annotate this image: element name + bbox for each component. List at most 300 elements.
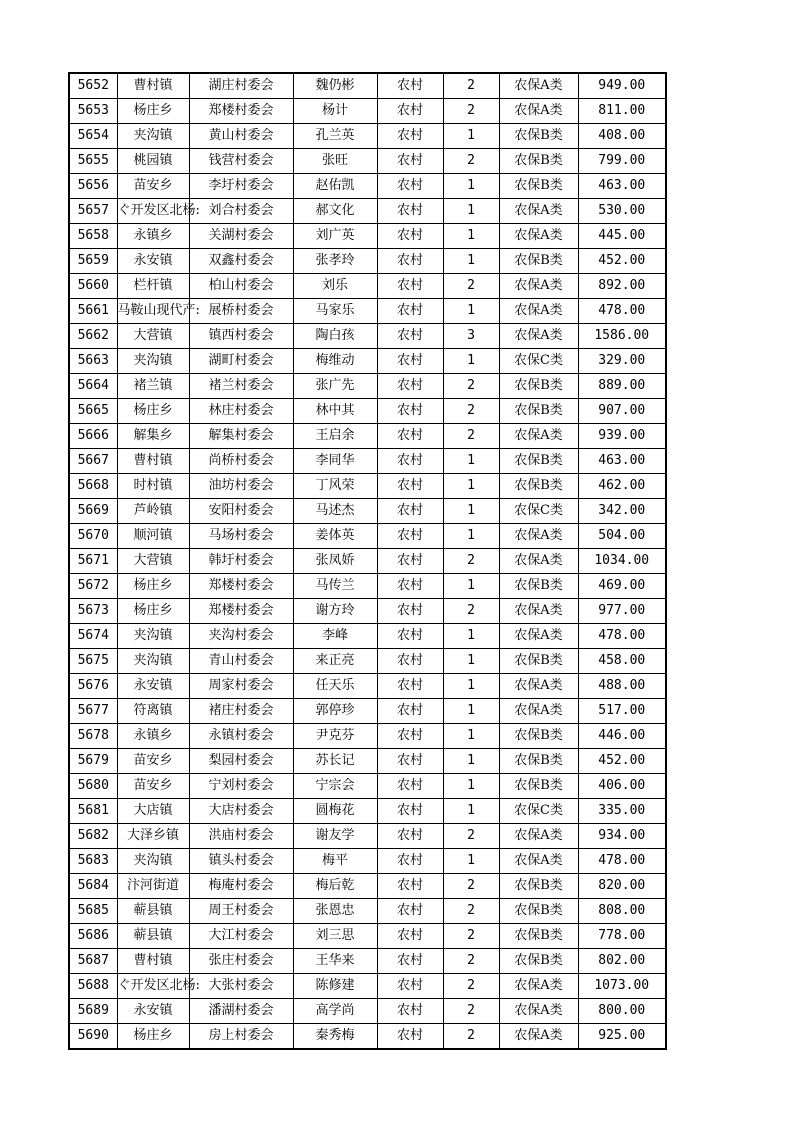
township-cell: 夹沟镇: [117, 124, 189, 149]
category-cell: 农保B类: [499, 749, 578, 774]
household-count-cell: 2: [443, 874, 499, 899]
category-cell: 农保A类: [499, 324, 578, 349]
table-row: [69, 449, 666, 474]
village-committee-cell: 湖町村委会: [189, 349, 293, 374]
record-id-cell: 5664: [69, 374, 117, 399]
household-count-cell: 1: [443, 449, 499, 474]
township-cell: 杨庄乡: [117, 599, 189, 624]
name-cell: 王启余: [293, 424, 377, 449]
household-count-cell: 1: [443, 624, 499, 649]
table-row: [69, 724, 666, 749]
table-row: [69, 73, 666, 99]
village-committee-cell: 郑楼村委会: [189, 574, 293, 599]
township-cell: 时村镇: [117, 474, 189, 499]
amount-cell: 463.00: [578, 174, 666, 199]
amount-cell: 1586.00: [578, 324, 666, 349]
record-id-cell: 5657: [69, 199, 117, 224]
record-id-cell: 5669: [69, 499, 117, 524]
household-count-cell: 1: [443, 349, 499, 374]
township-cell: 曹村镇: [117, 949, 189, 974]
table-row: [69, 624, 666, 649]
township-cell: 曹村镇: [117, 449, 189, 474]
relief-roster-table: [68, 72, 667, 1050]
village-committee-cell: 褚兰村委会: [189, 374, 293, 399]
record-id-cell: 5656: [69, 174, 117, 199]
township-cell: 大营镇: [117, 549, 189, 574]
record-id-cell: 5678: [69, 724, 117, 749]
area-type-cell: 农村: [377, 349, 443, 374]
record-id-cell: 5674: [69, 624, 117, 649]
category-cell: 农保B类: [499, 249, 578, 274]
village-committee-cell: 郑楼村委会: [189, 599, 293, 624]
village-committee-cell: 油坊村委会: [189, 474, 293, 499]
township-cell: 夹沟镇: [117, 649, 189, 674]
record-id-cell: 5670: [69, 524, 117, 549]
household-count-cell: 1: [443, 699, 499, 724]
table-row: [69, 224, 666, 249]
record-id-cell: 5672: [69, 574, 117, 599]
amount-cell: 452.00: [578, 249, 666, 274]
household-count-cell: 1: [443, 799, 499, 824]
category-cell: 农保C类: [499, 499, 578, 524]
area-type-cell: 农村: [377, 974, 443, 999]
category-cell: 农保B类: [499, 774, 578, 799]
name-cell: 杨计: [293, 99, 377, 124]
record-id-cell: 5685: [69, 899, 117, 924]
village-committee-cell: 安阳村委会: [189, 499, 293, 524]
township-cell: 永安镇: [117, 249, 189, 274]
record-id-cell: 5668: [69, 474, 117, 499]
record-id-cell: 5689: [69, 999, 117, 1024]
amount-cell: 1073.00: [578, 974, 666, 999]
record-id-cell: 5660: [69, 274, 117, 299]
township-cell: 符离镇: [117, 699, 189, 724]
category-cell: 农保A类: [499, 99, 578, 124]
township-cell: 苗安乡: [117, 749, 189, 774]
township-cell: 杨庄乡: [117, 99, 189, 124]
name-cell: 尹克芬: [293, 724, 377, 749]
township-cell: 苗安乡: [117, 774, 189, 799]
record-id-cell: 5683: [69, 849, 117, 874]
amount-cell: 463.00: [578, 449, 666, 474]
category-cell: 农保B类: [499, 149, 578, 174]
area-type-cell: 农村: [377, 1024, 443, 1050]
amount-cell: 406.00: [578, 774, 666, 799]
household-count-cell: 1: [443, 124, 499, 149]
household-count-cell: 2: [443, 73, 499, 99]
name-cell: 姜体英: [293, 524, 377, 549]
area-type-cell: 农村: [377, 149, 443, 174]
record-id-cell: 5662: [69, 324, 117, 349]
village-committee-cell: 周家村委会: [189, 674, 293, 699]
township-cell: 桃园镇: [117, 149, 189, 174]
village-committee-cell: 关湖村委会: [189, 224, 293, 249]
household-count-cell: 1: [443, 199, 499, 224]
record-id-cell: 5654: [69, 124, 117, 149]
household-count-cell: 2: [443, 149, 499, 174]
record-id-cell: 5653: [69, 99, 117, 124]
name-cell: 梅后乾: [293, 874, 377, 899]
household-count-cell: 1: [443, 524, 499, 549]
name-cell: 圆梅花: [293, 799, 377, 824]
category-cell: 农保B类: [499, 399, 578, 424]
table-row: [69, 674, 666, 699]
table-row: [69, 274, 666, 299]
category-cell: 农保A类: [499, 599, 578, 624]
village-committee-cell: 梨园村委会: [189, 749, 293, 774]
category-cell: 农保B类: [499, 724, 578, 749]
category-cell: 农保A类: [499, 1024, 578, 1050]
township-cell: 大泽乡镇: [117, 824, 189, 849]
name-cell: 张旺: [293, 149, 377, 174]
household-count-cell: 1: [443, 849, 499, 874]
record-id-cell: 5686: [69, 924, 117, 949]
category-cell: 农保C类: [499, 799, 578, 824]
area-type-cell: 农村: [377, 73, 443, 99]
area-type-cell: 农村: [377, 674, 443, 699]
table-row: [69, 324, 666, 349]
record-id-cell: 5661: [69, 299, 117, 324]
table-row: [69, 349, 666, 374]
amount-cell: 934.00: [578, 824, 666, 849]
category-cell: 农保B类: [499, 124, 578, 149]
village-committee-cell: 镇西村委会: [189, 324, 293, 349]
name-cell: 林中其: [293, 399, 377, 424]
household-count-cell: 2: [443, 999, 499, 1024]
area-type-cell: 农村: [377, 474, 443, 499]
area-type-cell: 农村: [377, 449, 443, 474]
category-cell: 农保B类: [499, 474, 578, 499]
township-cell: 夹沟镇: [117, 349, 189, 374]
category-cell: 农保B类: [499, 899, 578, 924]
amount-cell: 907.00: [578, 399, 666, 424]
area-type-cell: 农村: [377, 324, 443, 349]
village-committee-cell: 镇头村委会: [189, 849, 293, 874]
record-id-cell: 5652: [69, 73, 117, 99]
household-count-cell: 1: [443, 249, 499, 274]
amount-cell: 778.00: [578, 924, 666, 949]
area-type-cell: 农村: [377, 399, 443, 424]
table-row: [69, 774, 666, 799]
table-row: [69, 149, 666, 174]
household-count-cell: 2: [443, 424, 499, 449]
name-cell: 陶白孩: [293, 324, 377, 349]
village-committee-cell: 张庄村委会: [189, 949, 293, 974]
category-cell: 农保A类: [499, 849, 578, 874]
household-count-cell: 2: [443, 549, 499, 574]
township-cell: ぐ开发区北杨:: [117, 974, 189, 999]
name-cell: 刘广英: [293, 224, 377, 249]
amount-cell: 811.00: [578, 99, 666, 124]
village-committee-cell: 洪庙村委会: [189, 824, 293, 849]
table-row: [69, 474, 666, 499]
table-row: [69, 649, 666, 674]
amount-cell: 446.00: [578, 724, 666, 749]
record-id-cell: 5667: [69, 449, 117, 474]
household-count-cell: 1: [443, 499, 499, 524]
name-cell: 梅平: [293, 849, 377, 874]
record-id-cell: 5675: [69, 649, 117, 674]
area-type-cell: 农村: [377, 774, 443, 799]
area-type-cell: 农村: [377, 999, 443, 1024]
amount-cell: 458.00: [578, 649, 666, 674]
table-row: [69, 99, 666, 124]
village-committee-cell: 梅庵村委会: [189, 874, 293, 899]
household-count-cell: 2: [443, 99, 499, 124]
household-count-cell: 1: [443, 749, 499, 774]
name-cell: 陈修建: [293, 974, 377, 999]
household-count-cell: 3: [443, 324, 499, 349]
name-cell: 马传兰: [293, 574, 377, 599]
amount-cell: 802.00: [578, 949, 666, 974]
category-cell: 农保A类: [499, 974, 578, 999]
household-count-cell: 2: [443, 599, 499, 624]
category-cell: 农保A类: [499, 999, 578, 1024]
village-committee-cell: 湖庄村委会: [189, 73, 293, 99]
township-cell: 夹沟镇: [117, 624, 189, 649]
township-cell: 汴河街道: [117, 874, 189, 899]
name-cell: 刘三思: [293, 924, 377, 949]
name-cell: 张凤娇: [293, 549, 377, 574]
table-row: [69, 749, 666, 774]
household-count-cell: 2: [443, 1024, 499, 1050]
table-row: [69, 999, 666, 1024]
table-row: [69, 824, 666, 849]
area-type-cell: 农村: [377, 724, 443, 749]
table-row: [69, 374, 666, 399]
household-count-cell: 2: [443, 374, 499, 399]
township-cell: 芦岭镇: [117, 499, 189, 524]
village-committee-cell: 大张村委会: [189, 974, 293, 999]
township-cell: 褚兰镇: [117, 374, 189, 399]
amount-cell: 530.00: [578, 199, 666, 224]
township-cell: 永镇乡: [117, 724, 189, 749]
name-cell: 郭停珍: [293, 699, 377, 724]
name-cell: 马述杰: [293, 499, 377, 524]
record-id-cell: 5665: [69, 399, 117, 424]
village-committee-cell: 夹沟村委会: [189, 624, 293, 649]
township-cell: 苗安乡: [117, 174, 189, 199]
category-cell: 农保C类: [499, 349, 578, 374]
category-cell: 农保A类: [499, 299, 578, 324]
name-cell: 孔兰英: [293, 124, 377, 149]
category-cell: 农保A类: [499, 73, 578, 99]
area-type-cell: 农村: [377, 874, 443, 899]
category-cell: 农保B类: [499, 949, 578, 974]
village-committee-cell: 褚庄村委会: [189, 699, 293, 724]
area-type-cell: 农村: [377, 199, 443, 224]
household-count-cell: 1: [443, 474, 499, 499]
area-type-cell: 农村: [377, 374, 443, 399]
area-type-cell: 农村: [377, 849, 443, 874]
village-committee-cell: 宁刘村委会: [189, 774, 293, 799]
township-cell: 顺河镇: [117, 524, 189, 549]
amount-cell: 469.00: [578, 574, 666, 599]
household-count-cell: 2: [443, 899, 499, 924]
name-cell: 郝文化: [293, 199, 377, 224]
name-cell: 任天乐: [293, 674, 377, 699]
household-count-cell: 2: [443, 399, 499, 424]
table-row: [69, 249, 666, 274]
area-type-cell: 农村: [377, 899, 443, 924]
table-row: [69, 924, 666, 949]
name-cell: 苏长记: [293, 749, 377, 774]
amount-cell: 408.00: [578, 124, 666, 149]
category-cell: 农保A类: [499, 524, 578, 549]
amount-cell: 925.00: [578, 1024, 666, 1050]
category-cell: 农保B类: [499, 174, 578, 199]
area-type-cell: 农村: [377, 699, 443, 724]
village-committee-cell: 展桥村委会: [189, 299, 293, 324]
township-cell: 杨庄乡: [117, 1024, 189, 1050]
name-cell: 张广先: [293, 374, 377, 399]
area-type-cell: 农村: [377, 524, 443, 549]
table-row: [69, 399, 666, 424]
household-count-cell: 1: [443, 649, 499, 674]
household-count-cell: 1: [443, 299, 499, 324]
record-id-cell: 5663: [69, 349, 117, 374]
category-cell: 农保B类: [499, 649, 578, 674]
amount-cell: 820.00: [578, 874, 666, 899]
village-committee-cell: 双鑫村委会: [189, 249, 293, 274]
township-cell: 杨庄乡: [117, 399, 189, 424]
record-id-cell: 5687: [69, 949, 117, 974]
record-id-cell: 5690: [69, 1024, 117, 1050]
record-id-cell: 5673: [69, 599, 117, 624]
category-cell: 农保A类: [499, 699, 578, 724]
area-type-cell: 农村: [377, 99, 443, 124]
category-cell: 农保B类: [499, 574, 578, 599]
table-row: [69, 424, 666, 449]
amount-cell: 1034.00: [578, 549, 666, 574]
table-row: [69, 799, 666, 824]
area-type-cell: 农村: [377, 549, 443, 574]
table-row: [69, 599, 666, 624]
area-type-cell: 农村: [377, 299, 443, 324]
amount-cell: 478.00: [578, 849, 666, 874]
table-row: [69, 874, 666, 899]
name-cell: 张恩忠: [293, 899, 377, 924]
household-count-cell: 2: [443, 274, 499, 299]
amount-cell: 517.00: [578, 699, 666, 724]
record-id-cell: 5659: [69, 249, 117, 274]
township-cell: 永安镇: [117, 674, 189, 699]
roster-body: [69, 73, 666, 1049]
amount-cell: 504.00: [578, 524, 666, 549]
name-cell: 李峰: [293, 624, 377, 649]
township-cell: 永安镇: [117, 999, 189, 1024]
village-committee-cell: 房上村委会: [189, 1024, 293, 1050]
area-type-cell: 农村: [377, 924, 443, 949]
record-id-cell: 5679: [69, 749, 117, 774]
village-committee-cell: 尚桥村委会: [189, 449, 293, 474]
village-committee-cell: 刘合村委会: [189, 199, 293, 224]
table-row: [69, 524, 666, 549]
name-cell: 谢友学: [293, 824, 377, 849]
village-committee-cell: 青山村委会: [189, 649, 293, 674]
household-count-cell: 1: [443, 574, 499, 599]
category-cell: 农保A类: [499, 274, 578, 299]
table-row: [69, 199, 666, 224]
township-cell: 杨庄乡: [117, 574, 189, 599]
name-cell: 张孝玲: [293, 249, 377, 274]
township-cell: 解集乡: [117, 424, 189, 449]
village-committee-cell: 柏山村委会: [189, 274, 293, 299]
amount-cell: 329.00: [578, 349, 666, 374]
table-row: [69, 1024, 666, 1050]
area-type-cell: 农村: [377, 749, 443, 774]
amount-cell: 478.00: [578, 299, 666, 324]
amount-cell: 800.00: [578, 999, 666, 1024]
village-committee-cell: 永镇村委会: [189, 724, 293, 749]
township-cell: 大营镇: [117, 324, 189, 349]
name-cell: 高学尚: [293, 999, 377, 1024]
name-cell: 梅维动: [293, 349, 377, 374]
household-count-cell: 2: [443, 824, 499, 849]
name-cell: 李同华: [293, 449, 377, 474]
name-cell: 魏仍彬: [293, 73, 377, 99]
household-count-cell: 2: [443, 949, 499, 974]
amount-cell: 892.00: [578, 274, 666, 299]
area-type-cell: 农村: [377, 824, 443, 849]
area-type-cell: 农村: [377, 599, 443, 624]
amount-cell: 452.00: [578, 749, 666, 774]
area-type-cell: 农村: [377, 799, 443, 824]
table-row: [69, 974, 666, 999]
household-count-cell: 2: [443, 924, 499, 949]
village-committee-cell: 大店村委会: [189, 799, 293, 824]
category-cell: 农保B类: [499, 924, 578, 949]
amount-cell: 808.00: [578, 899, 666, 924]
category-cell: 农保A类: [499, 674, 578, 699]
name-cell: 宁宗会: [293, 774, 377, 799]
amount-cell: 462.00: [578, 474, 666, 499]
village-committee-cell: 周王村委会: [189, 899, 293, 924]
area-type-cell: 农村: [377, 224, 443, 249]
amount-cell: 799.00: [578, 149, 666, 174]
township-cell: 大店镇: [117, 799, 189, 824]
record-id-cell: 5655: [69, 149, 117, 174]
record-id-cell: 5658: [69, 224, 117, 249]
household-count-cell: 2: [443, 974, 499, 999]
category-cell: 农保B类: [499, 374, 578, 399]
amount-cell: 478.00: [578, 624, 666, 649]
area-type-cell: 农村: [377, 124, 443, 149]
amount-cell: 342.00: [578, 499, 666, 524]
record-id-cell: 5682: [69, 824, 117, 849]
village-committee-cell: 黄山村委会: [189, 124, 293, 149]
table-row: [69, 849, 666, 874]
household-count-cell: 1: [443, 724, 499, 749]
record-id-cell: 5680: [69, 774, 117, 799]
category-cell: 农保B类: [499, 874, 578, 899]
name-cell: 王华来: [293, 949, 377, 974]
township-cell: 马鞍山现代产:: [117, 299, 189, 324]
amount-cell: 949.00: [578, 73, 666, 99]
category-cell: 农保A类: [499, 424, 578, 449]
area-type-cell: 农村: [377, 949, 443, 974]
name-cell: 马家乐: [293, 299, 377, 324]
amount-cell: 889.00: [578, 374, 666, 399]
name-cell: 秦秀梅: [293, 1024, 377, 1050]
table-row: [69, 299, 666, 324]
household-count-cell: 1: [443, 224, 499, 249]
village-committee-cell: 韩圩村委会: [189, 549, 293, 574]
table-row: [69, 549, 666, 574]
amount-cell: 977.00: [578, 599, 666, 624]
table-row: [69, 899, 666, 924]
amount-cell: 488.00: [578, 674, 666, 699]
